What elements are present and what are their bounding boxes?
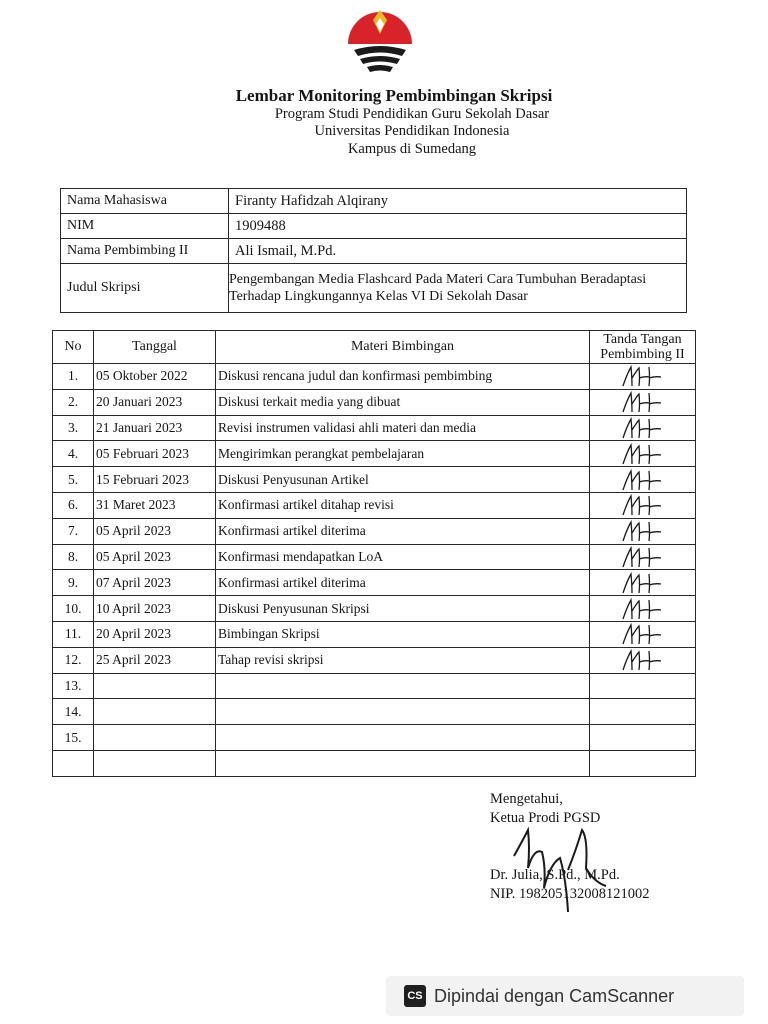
col-signature-header (590, 331, 696, 364)
row-number: 3. (53, 415, 94, 441)
row-signature (590, 570, 696, 596)
camscanner-badge (386, 976, 744, 1016)
table-row (53, 544, 696, 570)
monitoring-body (53, 364, 696, 777)
row-number: 8. (53, 544, 94, 570)
row-signature (590, 673, 696, 699)
table-row (53, 725, 696, 751)
row-date: 15 Februari 2023 (94, 467, 216, 493)
row-number: 13. (53, 673, 94, 699)
table-row (53, 699, 696, 725)
table-row (53, 364, 696, 390)
row-material: Diskusi rencana judul dan konfirmasi pembimbing (216, 364, 590, 390)
table-row (53, 518, 696, 544)
row-material: Mengirimkan perangkat pembelajaran (216, 441, 590, 467)
table-row (53, 621, 696, 647)
row-signature (590, 699, 696, 725)
row-number: 14. (53, 699, 94, 725)
row-signature (590, 725, 696, 751)
advisor-label: Nama Pembimbing II (61, 239, 229, 264)
row-number: 11. (53, 621, 94, 647)
head-name-text: Dr. Julia, S.Pd., M.Pd. (490, 867, 620, 883)
nim-value: 1909488 (229, 214, 687, 239)
col-signature-header-line-2: Pembimbing II (600, 347, 685, 362)
info-row-name (61, 189, 687, 214)
advisor-signature-icon (617, 597, 669, 621)
row-number: 6. (53, 492, 94, 518)
row-date: 21 Januari 2023 (94, 415, 216, 441)
row-signature (590, 364, 696, 390)
table-row (53, 596, 696, 622)
table-row (53, 467, 696, 493)
advisor-signature-icon (617, 545, 669, 569)
row-number: 1. (53, 364, 94, 390)
row-signature (590, 415, 696, 441)
thesis-title-line-2: Terhadap Lingkungannya Kelas VI Di Sekolah Dasar (229, 289, 528, 304)
row-date (94, 750, 216, 776)
advisor-signature-icon (617, 622, 669, 646)
table-row (53, 415, 696, 441)
row-material (216, 673, 590, 699)
thesis-title-label: Judul Skripsi (61, 264, 229, 313)
row-date: 31 Maret 2023 (94, 492, 216, 518)
row-material: Konfirmasi artikel diterima (216, 518, 590, 544)
row-date: 25 April 2023 (94, 647, 216, 673)
col-date-header: Tanggal (94, 331, 216, 364)
table-row (53, 492, 696, 518)
row-material (216, 699, 590, 725)
row-signature (590, 441, 696, 467)
row-date: 05 Oktober 2022 (94, 364, 216, 390)
row-number: 15. (53, 725, 94, 751)
row-signature (590, 647, 696, 673)
table-row (53, 673, 696, 699)
row-number: 5. (53, 467, 94, 493)
head-nip-text: NIP. 198205132008121002 (490, 886, 650, 902)
row-signature (590, 621, 696, 647)
advisor-signature-icon (617, 519, 669, 543)
advisor-signature-icon (617, 468, 669, 492)
advisor-signature-icon (617, 364, 669, 388)
monitoring-header-row (53, 331, 696, 364)
advisor-signature-icon (617, 571, 669, 595)
row-signature (590, 596, 696, 622)
campus-name: Kampus di Sumedang (347, 141, 477, 157)
advisor-signature-icon (617, 648, 669, 672)
row-material: Konfirmasi artikel diterima (216, 570, 590, 596)
info-row-advisor (61, 239, 687, 264)
table-row (53, 570, 696, 596)
row-date: 05 Februari 2023 (94, 441, 216, 467)
row-signature (590, 750, 696, 776)
info-row-thesis-title (61, 264, 687, 313)
row-material (216, 750, 590, 776)
row-date: 07 April 2023 (94, 570, 216, 596)
row-material: Diskusi Penyusunan Artikel (216, 467, 590, 493)
head-role-text: Ketua Prodi PGSD (490, 810, 601, 826)
row-signature (590, 389, 696, 415)
row-material: Revisi instrumen validasi ahli materi dan media (216, 415, 590, 441)
university-name: Universitas Pendidikan Indonesia (314, 123, 510, 139)
row-signature (590, 492, 696, 518)
row-number: 2. (53, 389, 94, 415)
row-number: 7. (53, 518, 94, 544)
row-date: 10 April 2023 (94, 596, 216, 622)
row-date: 20 Januari 2023 (94, 389, 216, 415)
col-material-header: Materi Bimbingan (216, 331, 590, 364)
camscanner-icon: CS (404, 985, 426, 1007)
camscanner-label: Dipindai dengan CamScanner (434, 985, 675, 1006)
advisor-signature-icon (617, 416, 669, 440)
row-material: Konfirmasi mendapatkan LoA (216, 544, 590, 570)
row-date: 05 April 2023 (94, 518, 216, 544)
name-value: Firanty Hafidzah Alqirany (229, 189, 687, 214)
row-date (94, 699, 216, 725)
thesis-title-value (229, 264, 687, 313)
university-logo-icon (340, 4, 420, 76)
advisor-value: Ali Ismail, M.Pd. (229, 239, 687, 264)
info-row-nim (61, 214, 687, 239)
row-material: Diskusi Penyusunan Skripsi (216, 596, 590, 622)
head-signature-icon (494, 808, 624, 918)
row-material: Tahap revisi skripsi (216, 647, 590, 673)
thesis-title-line-1: Pengembangan Media Flashcard Pada Materi Cara Tumbuhan Beradaptasi (229, 272, 647, 287)
name-label: Nama Mahasiswa (61, 189, 229, 214)
document-title: Lembar Monitoring Pembimbingan Skripsi (235, 86, 553, 105)
row-number: 12. (53, 647, 94, 673)
table-row (53, 441, 696, 467)
row-number (53, 750, 94, 776)
col-signature-header-line-1: Tanda Tangan (603, 332, 682, 347)
row-material (216, 725, 590, 751)
row-date (94, 673, 216, 699)
advisor-signature-icon (617, 390, 669, 414)
row-date (94, 725, 216, 751)
row-date: 05 April 2023 (94, 544, 216, 570)
table-row (53, 647, 696, 673)
row-date: 20 April 2023 (94, 621, 216, 647)
acknowledged-text: Mengetahui, (490, 791, 563, 807)
advisor-signature-icon (617, 442, 669, 466)
row-material: Diskusi terkait media yang dibuat (216, 389, 590, 415)
col-no-header: No (53, 331, 94, 364)
row-material: Konfirmasi artikel ditahap revisi (216, 492, 590, 518)
table-row (53, 389, 696, 415)
monitoring-table (52, 330, 696, 777)
row-signature (590, 467, 696, 493)
row-number: 9. (53, 570, 94, 596)
student-info-table (60, 188, 687, 313)
advisor-signature-icon (617, 493, 669, 517)
nim-label: NIM (61, 214, 229, 239)
table-row (53, 750, 696, 776)
row-material: Bimbingan Skripsi (216, 621, 590, 647)
row-signature (590, 544, 696, 570)
program-name: Program Studi Pendidikan Guru Sekolah Dasar (274, 106, 550, 122)
row-number: 10. (53, 596, 94, 622)
row-signature (590, 518, 696, 544)
row-number: 4. (53, 441, 94, 467)
